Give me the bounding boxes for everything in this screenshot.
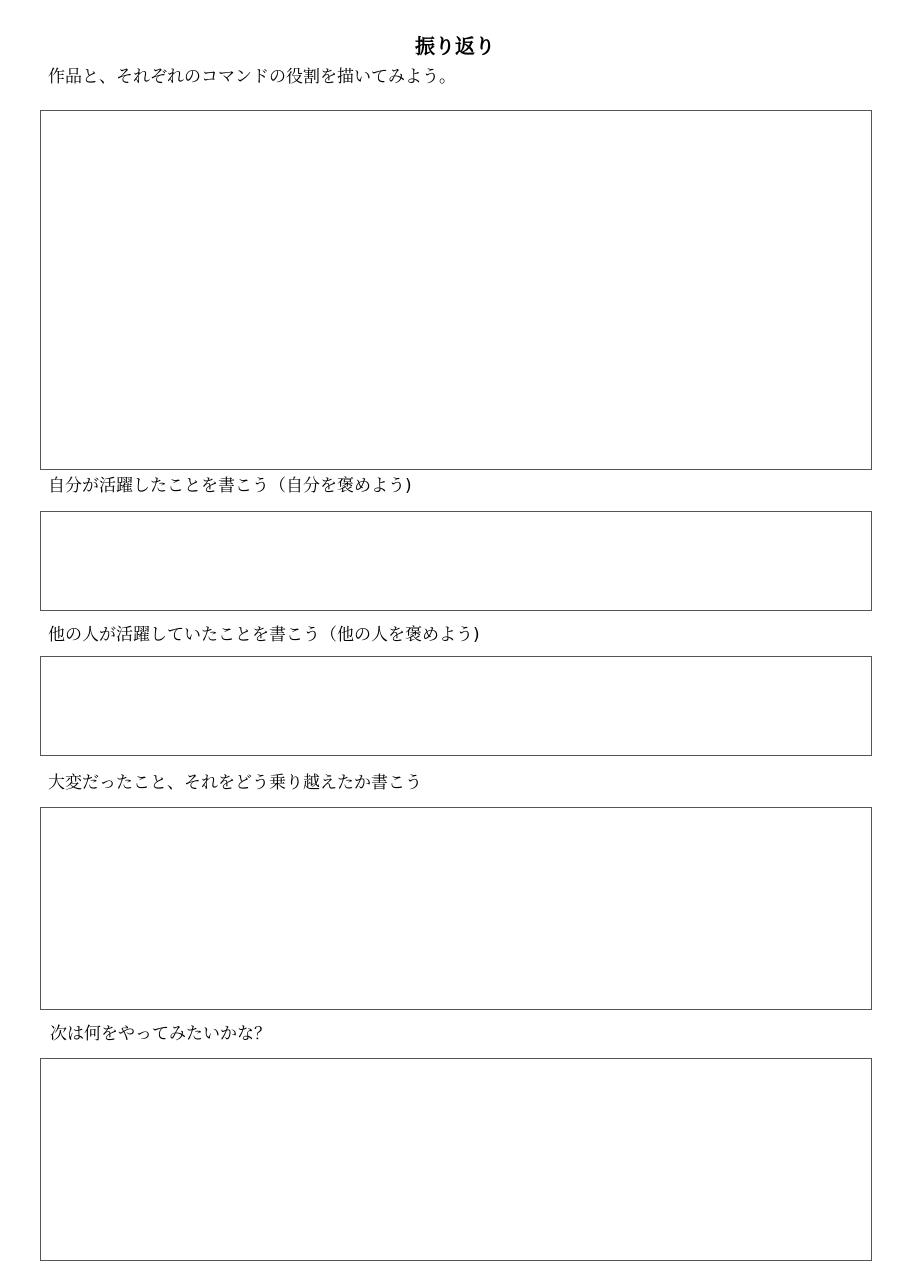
prompt-others-contribution: 他の人が活躍していたことを書こう（他の人を褒めよう) [48,625,480,645]
page-title: 振り返り [415,34,495,58]
prompt-next-goal: 次は何をやってみたいかな？ [50,1024,271,1044]
prompt-difficulties: 大変だったこと、それをどう乗り越えたか書こう [48,773,422,793]
answer-box-next-goal[interactable] [40,1058,872,1261]
prompt-own-contribution: 自分が活躍したことを書こう（自分を褒めよう) [48,476,412,496]
prompt-work-and-commands: 作品と、それぞれのコマンドの役割を描いてみよう。 [48,67,456,87]
answer-box-own-contribution[interactable] [40,511,872,611]
answer-box-difficulties[interactable] [40,807,872,1010]
answer-box-work-and-commands[interactable] [40,110,872,470]
answer-box-others-contribution[interactable] [40,656,872,756]
